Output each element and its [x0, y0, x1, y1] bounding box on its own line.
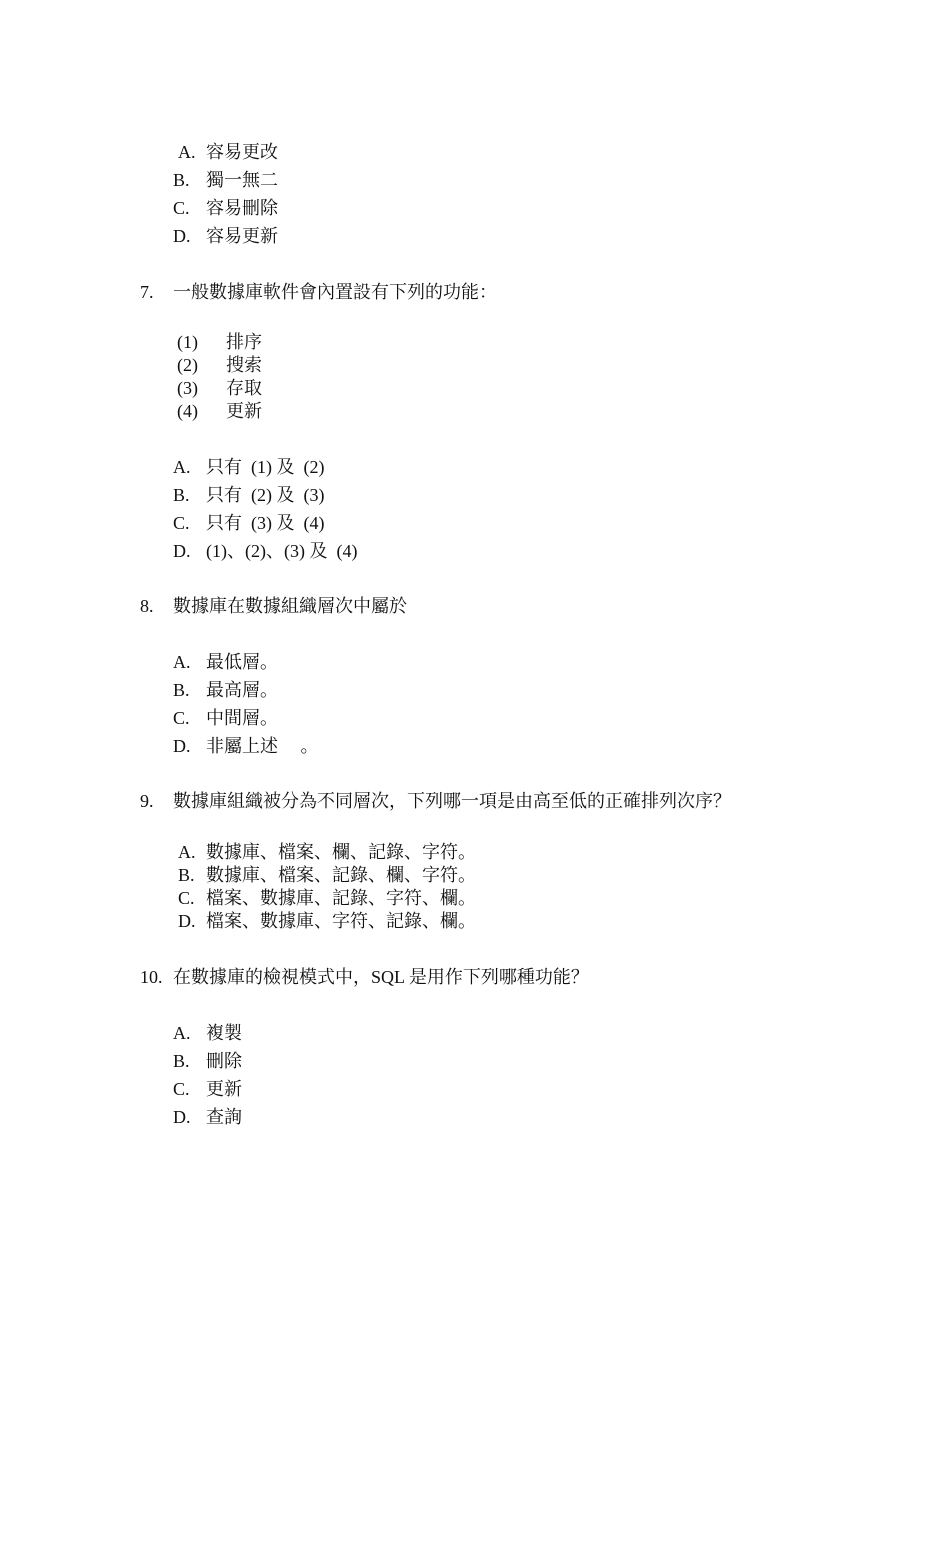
q7-option-b-letter: B.: [173, 485, 190, 505]
q8-option-c-text: 中間層。: [206, 708, 278, 728]
q7-option-b-text: 只有 (2) 及 (3): [206, 485, 325, 505]
q10-number: 10.: [140, 967, 163, 987]
q7-number: 7.: [140, 282, 154, 302]
q9-option-c-letter: C.: [178, 888, 195, 908]
q6-option-a-text: 容易更改: [206, 142, 278, 162]
q10-option-b-letter: B.: [173, 1051, 190, 1071]
q9-option-d-text: 檔案、數據庫、字符、記錄、欄。: [206, 911, 476, 931]
q7-item-1-text: 排序: [226, 332, 262, 352]
q7-item-4-number: (4): [177, 401, 198, 421]
q9-option-b-letter: B.: [178, 865, 195, 885]
q9-option-a-letter: A.: [178, 842, 196, 862]
q8-option-d-text: 非屬上述 。: [206, 736, 319, 756]
q10-option-c-letter: C.: [173, 1079, 190, 1099]
q7-item-2-text: 搜索: [226, 355, 262, 375]
q9-option-c-text: 檔案、數據庫、記錄、字符、欄。: [206, 888, 476, 908]
q7-question-text: 一般數據庫軟件會內置設有下列的功能：: [173, 282, 497, 302]
q7-option-c-text: 只有 (3) 及 (4): [206, 513, 325, 533]
q6-option-c-text: 容易刪除: [206, 198, 278, 218]
q10-option-c-text: 更新: [206, 1079, 242, 1099]
q9-number: 9.: [140, 791, 154, 811]
q10-option-d-text: 查詢: [206, 1107, 242, 1127]
q7-option-c-letter: C.: [173, 513, 190, 533]
q9-option-b-text: 數據庫、檔案、記錄、欄、字符。: [206, 865, 476, 885]
q6-option-d-letter: D.: [173, 226, 191, 246]
q6-option-c-letter: C.: [173, 198, 190, 218]
q8-option-c-letter: C.: [173, 708, 190, 728]
q10-option-b-text: 刪除: [206, 1051, 242, 1071]
q10-option-d-letter: D.: [173, 1107, 191, 1127]
q8-option-d-letter: D.: [173, 736, 191, 756]
q9-option-a-text: 數據庫、檔案、欄、記錄、字符。: [206, 842, 476, 862]
q6-option-b-letter: B.: [173, 170, 190, 190]
q6-option-d-text: 容易更新: [206, 226, 278, 246]
q8-option-b-text: 最高層。: [206, 680, 278, 700]
q7-option-a-letter: A.: [173, 457, 191, 477]
q7-option-d-letter: D.: [173, 541, 191, 561]
q7-item-1-number: (1): [177, 332, 198, 352]
q7-item-3-number: (3): [177, 378, 198, 398]
q7-option-d-text: (1)、(2)、(3) 及 (4): [206, 541, 358, 561]
q7-item-2-number: (2): [177, 355, 198, 375]
q8-option-a-letter: A.: [173, 652, 191, 672]
q6-option-b-text: 獨一無二: [206, 170, 278, 190]
q7-item-3-text: 存取: [226, 378, 262, 398]
q10-option-a-text: 複製: [206, 1023, 242, 1043]
q9-option-d-letter: D.: [178, 911, 196, 931]
q8-question-text: 數據庫在數據組織層次中屬於: [173, 596, 407, 616]
q8-option-b-letter: B.: [173, 680, 190, 700]
q10-option-a-letter: A.: [173, 1023, 191, 1043]
q9-question-text: 數據庫組織被分為不同層次，下列哪一項是由高至低的正確排列次序？: [173, 791, 731, 811]
q7-option-a-text: 只有 (1) 及 (2): [206, 457, 325, 477]
q10-question-text: 在數據庫的檢視模式中，SQL 是用作下列哪種功能？: [173, 967, 589, 987]
q8-number: 8.: [140, 596, 154, 616]
q6-option-a-letter: A.: [178, 142, 196, 162]
q8-option-a-text: 最低層。: [206, 652, 278, 672]
q7-item-4-text: 更新: [226, 401, 262, 421]
